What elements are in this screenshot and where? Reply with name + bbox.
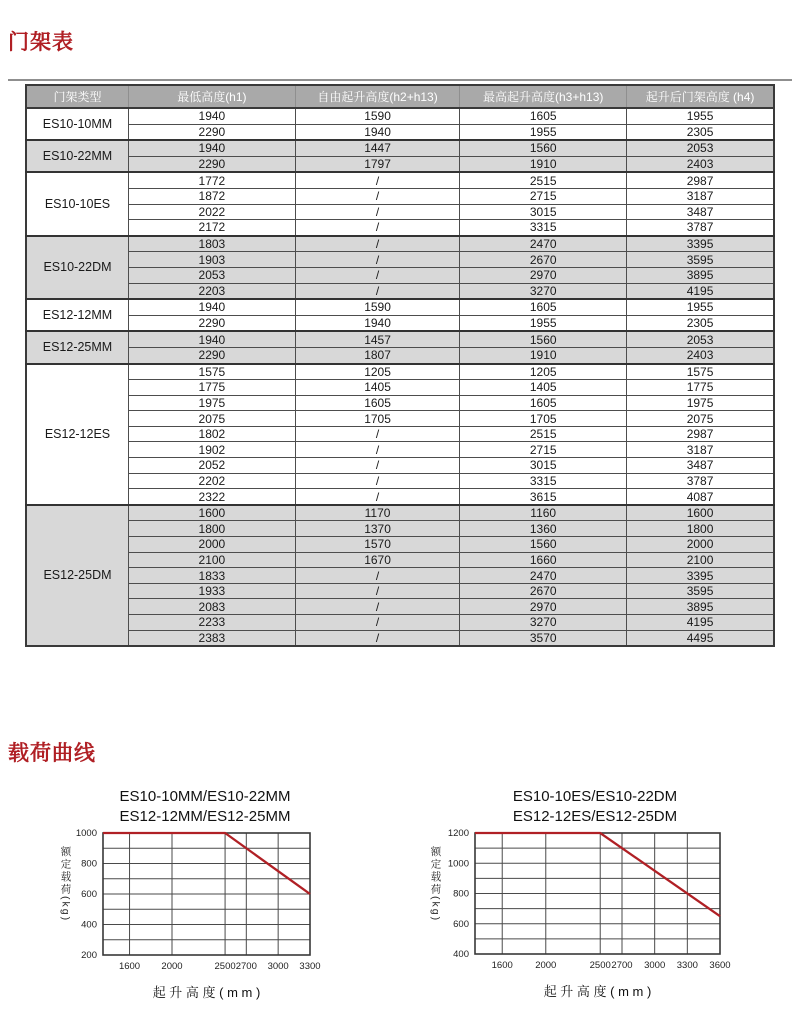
value-cell: 2670	[460, 583, 627, 599]
value-cell: 2322	[128, 489, 295, 505]
table-row	[26, 283, 774, 299]
value-cell: 2715	[460, 442, 627, 458]
value-cell: 3787	[627, 220, 774, 236]
table-row	[26, 583, 774, 599]
table-row	[26, 380, 774, 396]
table-row	[26, 599, 774, 615]
value-cell: 2053	[627, 140, 774, 156]
value-cell: 3395	[627, 568, 774, 584]
value-cell: 2000	[627, 537, 774, 553]
table-header-cell: 最低高度(h1)	[128, 85, 295, 108]
value-cell: 3895	[627, 267, 774, 283]
value-cell: 1902	[128, 442, 295, 458]
table-body	[26, 108, 774, 646]
value-cell: 1910	[460, 156, 627, 172]
chart-title-line: ES12-12ES/ES12-25DM	[512, 807, 678, 825]
value-cell: 1955	[627, 299, 774, 315]
value-cell: 2233	[128, 615, 295, 631]
value-cell: 1940	[128, 108, 295, 124]
model-cell: ES12-12ES	[26, 364, 128, 505]
model-cell: ES10-10MM	[26, 108, 128, 140]
x-tick-label: 2700	[611, 960, 633, 971]
table-row	[26, 442, 774, 458]
value-cell: 1910	[460, 347, 627, 363]
value-cell: 3487	[627, 458, 774, 474]
chart-title-line: ES12-12MM/ES12-25MM	[119, 807, 291, 825]
value-cell: 3570	[460, 630, 627, 646]
value-cell: 1975	[128, 395, 295, 411]
value-cell: 1940	[128, 331, 295, 347]
value-cell: 2987	[627, 426, 774, 442]
value-cell: 2987	[627, 172, 774, 188]
value-cell: 1775	[128, 380, 295, 396]
value-cell: 3615	[460, 489, 627, 505]
value-cell: 1772	[128, 172, 295, 188]
value-cell: 1975	[627, 395, 774, 411]
value-cell: /	[295, 252, 460, 268]
table-row	[26, 204, 774, 220]
value-cell: 1560	[460, 537, 627, 553]
value-cell: 1600	[128, 505, 295, 521]
value-cell: 2305	[627, 315, 774, 331]
value-cell: 2053	[627, 331, 774, 347]
value-cell: /	[295, 236, 460, 252]
value-cell: /	[295, 458, 460, 474]
table-row	[26, 299, 774, 315]
x-tick-label: 1600	[491, 960, 513, 971]
x-tick-label: 2000	[535, 960, 557, 971]
page-title: 门架表	[8, 31, 74, 54]
x-tick-label: 2500	[589, 960, 611, 971]
value-cell: 2075	[627, 411, 774, 427]
value-cell: 1807	[295, 347, 460, 363]
rated-load-curve	[475, 833, 720, 916]
value-cell: 4087	[627, 489, 774, 505]
value-cell: 3487	[627, 204, 774, 220]
value-cell: /	[295, 442, 460, 458]
value-cell: 1955	[460, 124, 627, 140]
x-tick-label: 3000	[644, 960, 666, 971]
table-row	[26, 615, 774, 631]
value-cell: 1800	[627, 521, 774, 537]
y-tick-label: 400	[453, 949, 469, 960]
mast-table	[25, 84, 775, 647]
table-row	[26, 395, 774, 411]
chart-title-line: ES10-10MM/ES10-22MM	[119, 788, 291, 805]
x-tick-label: 1600	[118, 961, 141, 972]
value-cell: 2970	[460, 599, 627, 615]
value-cell: 3595	[627, 583, 774, 599]
value-cell: 1457	[295, 331, 460, 347]
value-cell: 2470	[460, 236, 627, 252]
value-cell: 3015	[460, 204, 627, 220]
value-cell: 1205	[295, 364, 460, 380]
value-cell: 3187	[627, 442, 774, 458]
table-row	[26, 537, 774, 553]
table-row	[26, 364, 774, 380]
value-cell: 3395	[627, 236, 774, 252]
table-header-cell: 自由起升高度(h2+h13)	[295, 85, 460, 108]
value-cell: 1405	[295, 380, 460, 396]
y-tick-label: 1200	[447, 828, 469, 839]
value-cell: 1872	[128, 188, 295, 204]
value-cell: 1605	[460, 299, 627, 315]
value-cell: 1705	[460, 411, 627, 427]
table-row	[26, 347, 774, 363]
model-cell: ES10-22DM	[26, 236, 128, 299]
value-cell: 2203	[128, 283, 295, 299]
value-cell: 1797	[295, 156, 460, 172]
value-cell: 3315	[460, 220, 627, 236]
value-cell: /	[295, 188, 460, 204]
y-tick-label: 400	[81, 919, 97, 931]
chart-title-right	[445, 787, 745, 826]
value-cell: 2100	[627, 552, 774, 568]
value-cell: /	[295, 204, 460, 220]
y-tick-label: 200	[81, 950, 97, 961]
x-axis-title: 起 升 高 度 ( m m )	[152, 985, 261, 1000]
value-cell: /	[295, 283, 460, 299]
table-row	[26, 252, 774, 268]
value-cell: 3270	[460, 283, 627, 299]
table-header-row	[26, 85, 774, 108]
table-row	[26, 172, 774, 188]
value-cell: /	[295, 426, 460, 442]
y-axis-label-left: 额定载荷(kg)	[59, 846, 72, 923]
value-cell: 2515	[460, 172, 627, 188]
value-cell: 1903	[128, 252, 295, 268]
value-cell: 2970	[460, 267, 627, 283]
table-row	[26, 124, 774, 140]
value-cell: 2052	[128, 458, 295, 474]
value-cell: 2515	[460, 426, 627, 442]
value-cell: 1600	[627, 505, 774, 521]
value-cell: 1575	[128, 364, 295, 380]
table-row	[26, 426, 774, 442]
value-cell: 1833	[128, 568, 295, 584]
value-cell: 2075	[128, 411, 295, 427]
x-tick-label: 3000	[267, 961, 289, 972]
value-cell: 1575	[627, 364, 774, 380]
table-row	[26, 331, 774, 347]
value-cell: 1940	[128, 299, 295, 315]
value-cell: 2305	[627, 124, 774, 140]
x-tick-label: 2500	[214, 961, 236, 972]
value-cell: /	[295, 473, 460, 489]
value-cell: /	[295, 630, 460, 646]
value-cell: 2403	[627, 347, 774, 363]
value-cell: 1605	[460, 108, 627, 124]
x-axis-title: 起 升 高 度 ( m m )	[543, 984, 652, 999]
value-cell: 3015	[460, 458, 627, 474]
value-cell: 3595	[627, 252, 774, 268]
value-cell: /	[295, 568, 460, 584]
y-tick-label: 800	[81, 858, 97, 870]
value-cell: /	[295, 599, 460, 615]
table-header-cell: 起升后门架高度 (h4)	[627, 85, 774, 108]
value-cell: 4495	[627, 630, 774, 646]
value-cell: 3787	[627, 473, 774, 489]
chart-title-line: ES10-10ES/ES10-22DM	[512, 788, 678, 805]
value-cell: 1605	[295, 395, 460, 411]
value-cell: 1160	[460, 505, 627, 521]
x-tick-label: 3300	[299, 961, 321, 972]
table-header	[26, 85, 774, 108]
value-cell: 2290	[128, 315, 295, 331]
value-cell: 1605	[460, 395, 627, 411]
value-cell: 1660	[460, 552, 627, 568]
value-cell: 2172	[128, 220, 295, 236]
value-cell: 3270	[460, 615, 627, 631]
value-cell: 1802	[128, 426, 295, 442]
value-cell: 1705	[295, 411, 460, 427]
y-axis-label-right: 额定载荷(kg)	[429, 846, 442, 923]
value-cell: 4195	[627, 615, 774, 631]
y-tick-label: 1000	[75, 828, 97, 839]
value-cell: 2202	[128, 473, 295, 489]
x-tick-label: 3600	[709, 960, 731, 971]
value-cell: 1560	[460, 140, 627, 156]
value-cell: 1800	[128, 521, 295, 537]
value-cell: 2470	[460, 568, 627, 584]
table-row	[26, 630, 774, 646]
table-row	[26, 108, 774, 124]
table-row	[26, 505, 774, 521]
y-tick-label: 800	[453, 888, 469, 900]
x-tick-label: 2000	[161, 961, 183, 972]
value-cell: 1447	[295, 140, 460, 156]
table-row	[26, 220, 774, 236]
value-cell: 2100	[128, 552, 295, 568]
value-cell: 2000	[128, 537, 295, 553]
model-cell: ES12-12MM	[26, 299, 128, 331]
value-cell: 1940	[295, 124, 460, 140]
value-cell: 2290	[128, 124, 295, 140]
table-header-cell: 最高起升高度(h3+h13)	[460, 85, 627, 108]
divider-rule	[8, 79, 792, 81]
x-tick-label: 2700	[235, 961, 257, 972]
value-cell: 4195	[627, 283, 774, 299]
value-cell: 1590	[295, 299, 460, 315]
load-chart-left	[55, 826, 375, 1012]
y-tick-label: 600	[453, 918, 469, 930]
value-cell: 2715	[460, 188, 627, 204]
value-cell: 1940	[295, 315, 460, 331]
value-cell: 1360	[460, 521, 627, 537]
table-row	[26, 552, 774, 568]
value-cell: /	[295, 615, 460, 631]
value-cell: 1590	[295, 108, 460, 124]
value-cell: /	[295, 172, 460, 188]
table-row	[26, 458, 774, 474]
value-cell: 3315	[460, 473, 627, 489]
y-tick-label: 600	[81, 889, 97, 900]
value-cell: 2053	[128, 267, 295, 283]
value-cell: 1405	[460, 380, 627, 396]
value-cell: 2290	[128, 156, 295, 172]
model-cell: ES12-25DM	[26, 505, 128, 646]
load-chart-right	[425, 826, 745, 1012]
value-cell: /	[295, 489, 460, 505]
table-row	[26, 473, 774, 489]
value-cell: 2083	[128, 599, 295, 615]
value-cell: 1670	[295, 552, 460, 568]
table-row	[26, 411, 774, 427]
table-header-cell: 门架类型	[26, 85, 128, 108]
value-cell: 2670	[460, 252, 627, 268]
value-cell: 2290	[128, 347, 295, 363]
table-row	[26, 521, 774, 537]
table-row	[26, 267, 774, 283]
value-cell: /	[295, 267, 460, 283]
value-cell: 1205	[460, 364, 627, 380]
section-title-load-curves: 载荷曲线	[8, 742, 96, 765]
value-cell: 3895	[627, 599, 774, 615]
value-cell: 1560	[460, 331, 627, 347]
table-row	[26, 156, 774, 172]
value-cell: /	[295, 220, 460, 236]
table-row	[26, 568, 774, 584]
table-row	[26, 489, 774, 505]
value-cell: 2383	[128, 630, 295, 646]
table-row	[26, 140, 774, 156]
x-tick-label: 3300	[676, 960, 698, 971]
value-cell: 1775	[627, 380, 774, 396]
model-cell: ES10-10ES	[26, 172, 128, 235]
value-cell: 1370	[295, 521, 460, 537]
model-cell: ES12-25MM	[26, 331, 128, 363]
value-cell: 1803	[128, 236, 295, 252]
value-cell: 2022	[128, 204, 295, 220]
y-tick-label: 1000	[447, 858, 469, 870]
value-cell: 1170	[295, 505, 460, 521]
value-cell: 1940	[128, 140, 295, 156]
model-cell: ES10-22MM	[26, 140, 128, 172]
chart-title-left	[55, 787, 355, 826]
table-row	[26, 315, 774, 331]
value-cell: /	[295, 583, 460, 599]
value-cell: 1570	[295, 537, 460, 553]
value-cell: 2403	[627, 156, 774, 172]
value-cell: 1955	[627, 108, 774, 124]
table-row	[26, 188, 774, 204]
value-cell: 1955	[460, 315, 627, 331]
value-cell: 3187	[627, 188, 774, 204]
value-cell: 1933	[128, 583, 295, 599]
table-row	[26, 236, 774, 252]
